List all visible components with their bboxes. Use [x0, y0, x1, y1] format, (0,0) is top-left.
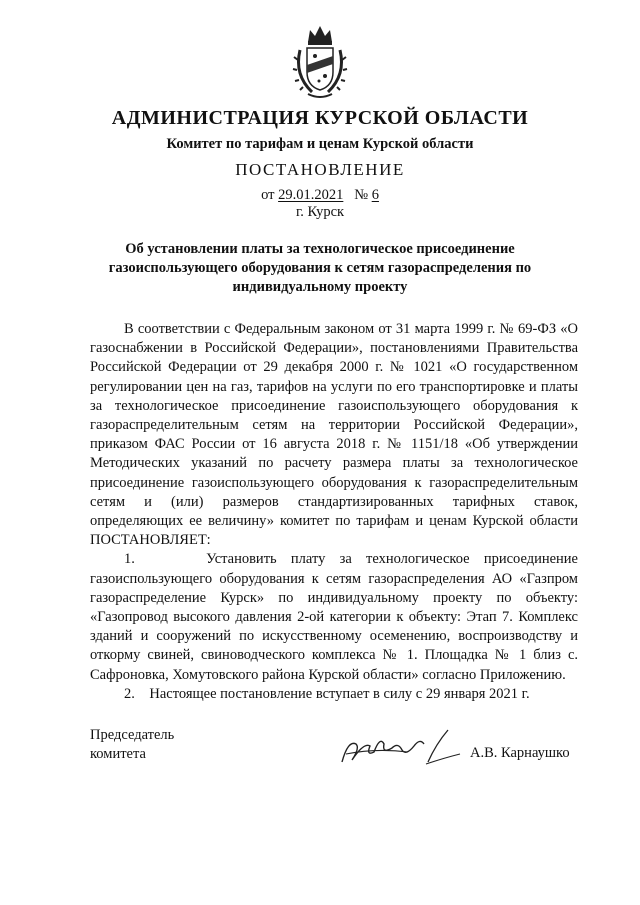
city: г. Курск	[295, 204, 345, 220]
document-body	[90, 320, 578, 704]
document-subject	[0, 240, 640, 297]
resolution-item-1: 1. Установить плату за технологическое присоединение газоиспользующего оборудования к сетям газораспределения АО «Газпром газораспределение Курск» по индивидуальному проекту по объекту: «Газопровод высокого давления 2-ой категории к объекту: Этап 7. Комплекс зданий и сооружений по искусственному осеменению, воспроизводству и откорму свиней, свиноводческого комплекса № 1. Площадка № 1 близ с. Сафроновка, Хомутовского района Курской области» согласно Приложению.	[90, 551, 578, 683]
resolution-item-2: 2. Настоящее постановление вступает в силу с 29 января 2021 г.	[124, 685, 530, 702]
position-line: Председатель	[90, 727, 175, 743]
document-date: 29.01.2021	[278, 187, 344, 203]
coat-of-arms-icon	[290, 20, 350, 100]
date-prefix: от	[261, 187, 275, 203]
handwritten-signature	[336, 722, 464, 770]
date-number-line	[0, 187, 640, 204]
number-prefix: №	[354, 187, 369, 203]
signatory-name: А.В. Карнаушко	[470, 745, 570, 761]
document-number: 6	[371, 187, 379, 203]
organization-title: АДМИНИСТРАЦИЯ КУРСКОЙ ОБЛАСТИ	[111, 107, 529, 129]
subject-line: индивидуальному проекту	[232, 279, 408, 295]
document-type: ПОСТАНОВЛЕНИЕ	[235, 160, 405, 179]
subject-line: Об установлении платы за технологическое присоединение	[125, 241, 515, 257]
signatory-position	[90, 726, 174, 764]
position-line: комитета	[90, 746, 146, 762]
preamble-paragraph: В соответствии с Федеральным законом от 31 марта 1999 г. № 69-ФЗ «О газоснабжении в Российской Федерации», постановлениями Правительства Российской Федерации от 29 декабря 2000 г. № 1021 «О государственном регулировании цен на газ, тарифов на услуги по его транспортировке и платы за технологическое присоединение газоиспользующего оборудования к газораспределительным сетям на территории Российской Федерации», приказом ФАС России от 16 августа 2018 г. № 1151/18 «Об утверждении Методических указаний по расчету размера платы за технологическое присоединение газоиспользующего оборудования к газораспределительным сетям и (или) размеров стандартизированных тарифных ставок, определяющих ее величину» комитет по тарифам и ценам Курской области ПОСТАНОВЛЯЕТ:	[90, 321, 578, 549]
committee-title: Комитет по тарифам и ценам Курской области	[166, 136, 474, 152]
subject-line: газоиспользующего оборудования к сетям газораспределения по	[108, 260, 532, 276]
